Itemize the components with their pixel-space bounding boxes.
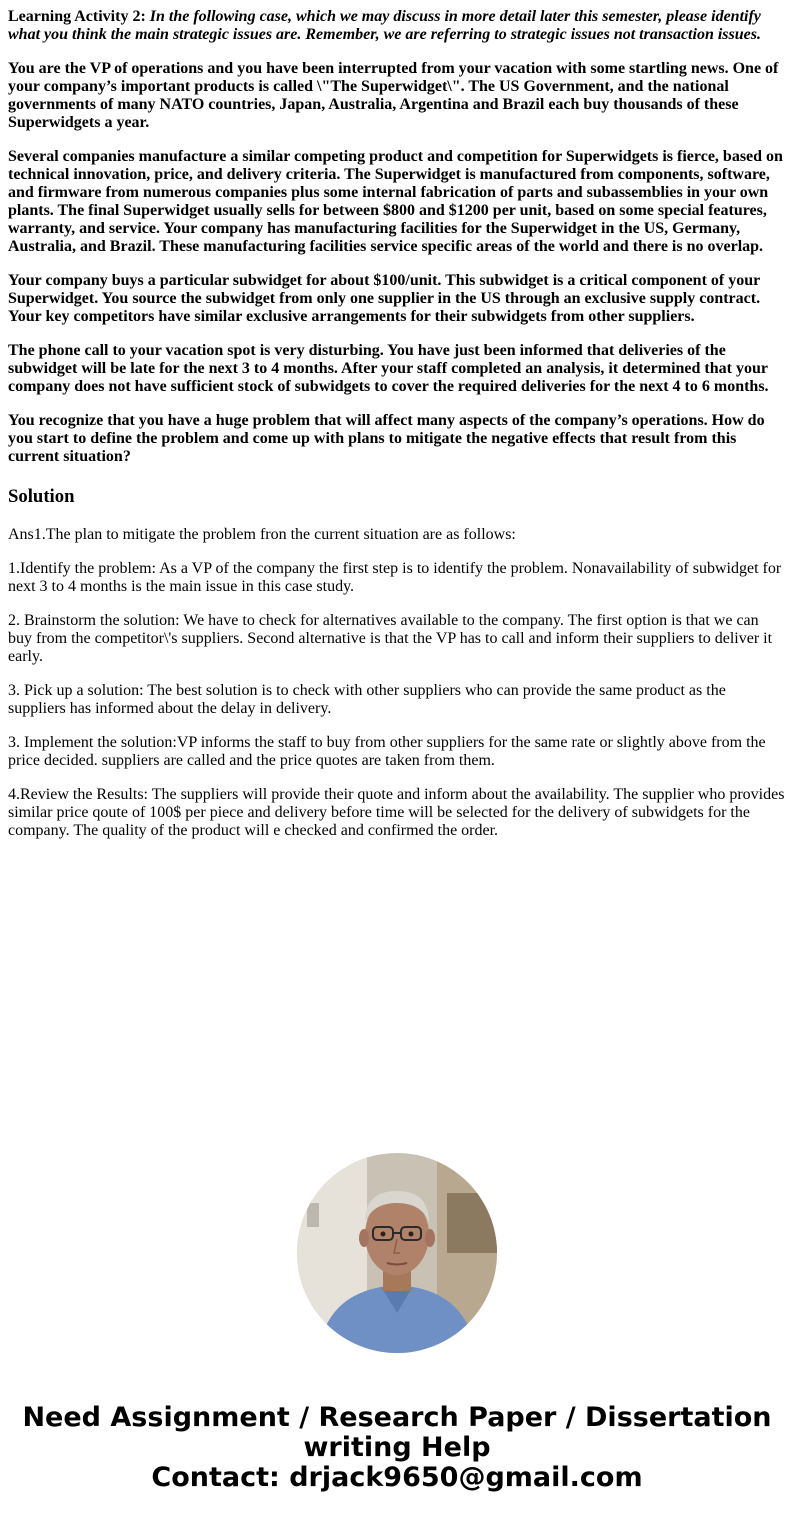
question-section	[8, 8, 786, 466]
solution-paragraph: Ans1.The plan to mitigate the problem fron the current situation are as follows:	[8, 526, 516, 543]
promo-headline: Need Assignment / Research Paper / Dissertation writing Help	[22, 1402, 772, 1463]
document-content	[8, 8, 786, 856]
promo-banner	[0, 1403, 794, 1493]
solution-paragraph: 2. Brainstorm the solution: We have to check for alternatives available to the company. The first option is that we can buy from the competitor\'s suppliers. Second alternative is that the VP has to call and inform their suppliers to deliver it early.	[8, 612, 773, 665]
solution-heading: Solution	[8, 486, 75, 507]
promo-contact: Contact: drjack9650@gmail.com	[151, 1462, 643, 1493]
author-photo-illustration	[297, 1153, 497, 1353]
question-prompt: In the following case, which we may discuss in more detail later this semester, please identify what you think the main strategic issues are. Remember, we are referring to strategic issues not transaction issues.	[8, 8, 761, 43]
solution-section	[8, 526, 786, 840]
author-photo	[297, 1153, 497, 1353]
question-paragraph: You recognize that you have a huge problem that will affect many aspects of the company’s operations. How do you start to define the problem and come up with plans to mitigate the negative effects that result from this current situation?	[8, 412, 765, 465]
question-paragraph: Your company buys a particular subwidget for about $100/unit. This subwidget is a critical component of your Superwidget. You source the subwidget from only one supplier in the US through an exclusive supply contract. Your key competitors have similar exclusive arrangements for their subwidgets from other suppliers.	[8, 272, 761, 325]
question-intro	[8, 8, 786, 44]
question-paragraph: The phone call to your vacation spot is very disturbing. You have just been informed that deliveries of the subwidget will be late for the next 3 to 4 months. After your staff completed an analysis, it determined that your company does not have sufficient stock of subwidgets to cover the required deliveries for the next 4 to 6 months.	[8, 342, 769, 395]
question-paragraph: You are the VP of operations and you have been interrupted from your vacation with some startling news. One of your company’s important products is called \"The Superwidget\". The US Government, and the national governments of many NATO countries, Japan, Australia, Argentina and Brazil each buy thousands of these Superwidgets a year.	[8, 60, 779, 131]
solution-paragraph: 3. Implement the solution:VP informs the staff to buy from other suppliers for the same rate or slightly above from the price decided. suppliers are called and the price quotes are taken from them.	[8, 734, 766, 769]
question-label: Learning Activity 2:	[8, 8, 146, 25]
solution-paragraph: 4.Review the Results: The suppliers will provide their quote and inform about the availability. The supplier who provides similar price qoute of 100$ per piece and delivery before time will be selected for the delivery of subwidgets for the company. The quality of the product will e checked and confirmed the order.	[8, 786, 785, 839]
solution-paragraph: 3. Pick up a solution: The best solution is to check with other suppliers who can provide the same product as the suppliers has informed about the delay in delivery.	[8, 682, 726, 717]
solution-paragraph: 1.Identify the problem: As a VP of the company the first step is to identify the problem. Nonavailability of subwidget for next 3 to 4 months is the main issue in this case study.	[8, 560, 782, 595]
question-paragraph: Several companies manufacture a similar competing product and competition for Superwidgets is fierce, based on technical innovation, price, and delivery criteria. The Superwidget is manufactured from components, software, and firmware from numerous companies plus some internal fabrication of parts and subassemblies in your own plants. The final Superwidget usually sells for between $800 and $1200 per unit, based on some special features, warranty, and service. Your company has manufacturing facilities for the Superwidget in the US, Germany, Australia, and Brazil. These manufacturing facilities service specific areas of the world and there is no overlap.	[8, 148, 783, 255]
